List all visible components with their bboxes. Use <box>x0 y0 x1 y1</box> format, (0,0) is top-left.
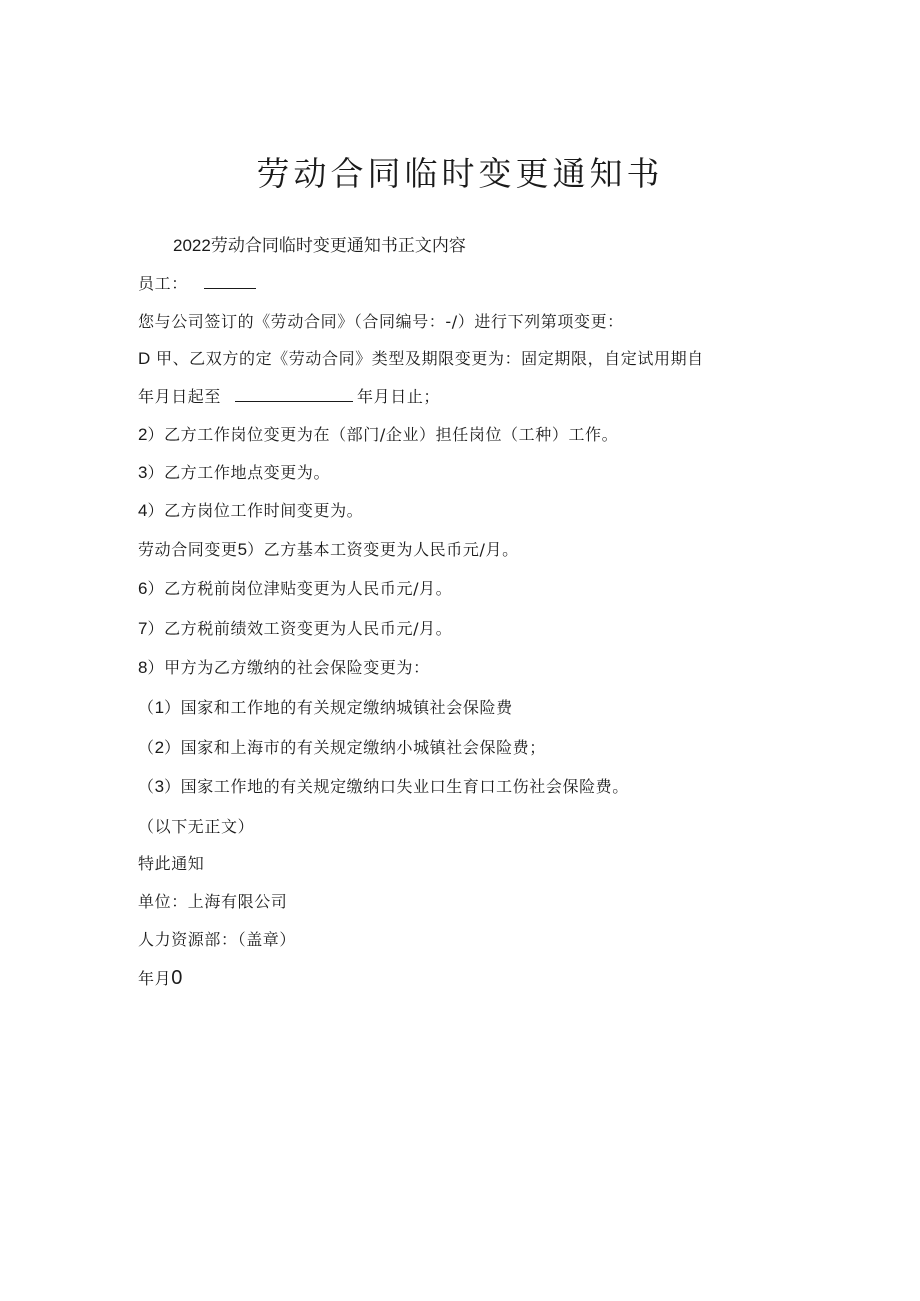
item-4-number: 4 <box>138 501 148 520</box>
item-3 <box>138 463 330 483</box>
date-line <box>138 968 183 989</box>
item-7 <box>138 619 452 639</box>
item-7-number: 7 <box>138 619 148 638</box>
item-3-number: 3 <box>138 463 148 482</box>
item-1-cont-before: 年月日起至 <box>138 387 222 406</box>
employee-name-blank <box>204 274 256 289</box>
sub-item-2 <box>138 738 546 758</box>
sub-item-3-number: 3 <box>154 777 165 796</box>
item-5-prefix: 劳动合同变更 <box>138 540 238 559</box>
item-1-continued <box>138 387 440 407</box>
sub-item-2-number: 2 <box>154 738 165 757</box>
item-2-number: 2 <box>138 425 148 444</box>
item-4 <box>138 501 363 521</box>
item-8-number: 8 <box>138 658 148 677</box>
sub-item-2-text: ）国家和上海市的有关规定缴纳小城镇社会保险费； <box>164 738 546 757</box>
item-2 <box>138 425 618 445</box>
document-subtitle <box>173 236 466 256</box>
sub-item-1-number: 1 <box>154 698 165 717</box>
subtitle-text: 2022劳动合同临时变更通知书正文内容 <box>173 236 466 255</box>
date-tail: 0 <box>171 967 183 989</box>
item-6 <box>138 579 452 599</box>
item-3-text: ）乙方工作地点变更为。 <box>147 463 331 482</box>
employee-label: 员工： <box>138 274 188 293</box>
unit-line: 单位：上海有限公司 <box>138 892 288 911</box>
employee-line <box>138 274 256 294</box>
item-7-text: ）乙方税前绩效工资变更为人民币元/月。 <box>147 619 453 638</box>
end-date-blank <box>235 387 353 402</box>
item-2-text: ）乙方工作岗位变更为在（部门/企业）担任岗位（工种）工作。 <box>147 425 619 444</box>
sub-item-2-open: （ <box>138 738 155 757</box>
item-6-number: 6 <box>138 579 148 598</box>
date-label: 年月 <box>138 969 172 988</box>
end-note: （以下无正文） <box>138 817 255 836</box>
sub-item-1-open: （ <box>138 698 155 717</box>
item-5-text: ）乙方基本工资变更为人民币元/月。 <box>247 540 519 559</box>
item-1-cont-after: 年月日止； <box>357 387 441 406</box>
item-1-text: 甲、乙双方的定《劳动合同》类型及期限变更为：固定期限，自定试用期自 <box>155 349 704 368</box>
item-6-text: ）乙方税前岗位津贴变更为人民币元/月。 <box>147 579 453 598</box>
item-8-text: ）甲方为乙方缴纳的社会保险变更为： <box>147 658 430 677</box>
item-8 <box>138 658 430 678</box>
sub-item-3-text: ）国家工作地的有关规定缴纳口失业口生育口工伤社会保险费。 <box>164 777 629 796</box>
sub-item-1 <box>138 698 513 718</box>
hr-department-line: 人力资源部：（盖章） <box>138 930 297 949</box>
item-1-number: D <box>138 349 151 368</box>
item-5 <box>138 540 519 560</box>
sub-item-1-text: ）国家和工作地的有关规定缴纳城镇社会保险费 <box>164 698 513 717</box>
sub-item-3 <box>138 777 629 797</box>
item-5-number: 5 <box>237 540 248 559</box>
intro-paragraph: 您与公司签订的《劳动合同》（合同编号：-/）进行下列第项变更： <box>138 312 624 331</box>
item-1 <box>138 349 704 369</box>
item-4-text: ）乙方岗位工作时间变更为。 <box>147 501 364 520</box>
sub-item-3-open: （ <box>138 777 155 796</box>
document-title: 劳动合同临时变更通知书 <box>256 154 664 193</box>
notice-text: 特此通知 <box>138 854 205 873</box>
